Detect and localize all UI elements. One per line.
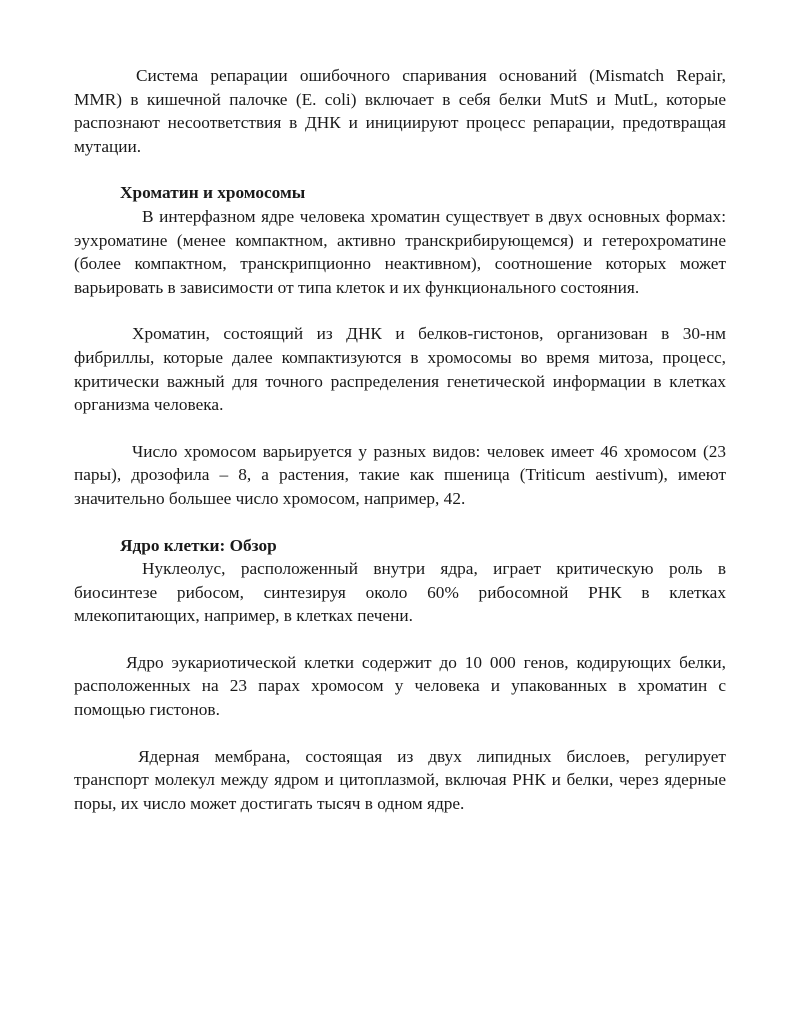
- paragraph-mismatch-repair: Система репарации ошибочного спаривания оснований (Mismatch Repair, MMR) в кишечной палочке (E. coli) включает в себя белки MutS и MutL, которые распознают несоответствия в ДНК и инициируют процесс репарации, предотвращая мутации.: [74, 66, 726, 156]
- paragraph-chromosome-number: Число хромосом варьируется у разных видов: человек имеет 46 хромосом (23 пары), дрозофила – 8, а растения, такие как пшеница (Triticum aestivum), имеют значительно большее число хромосом, например, 42.: [74, 441, 726, 508]
- paragraph-nuclear-membrane: Ядерная мембрана, состоящая из двух липидных бислоев, регулирует транспорт молекул между ядром и цитоплазмой, включая РНК и белки, через ядерные поры, их число может достигать тысяч в одном ядре.: [74, 746, 726, 813]
- document-page: [74, 64, 726, 815]
- paragraph-interphase-chromatin: В интерфазном ядре человека хроматин существует в двух основных формах: эухроматине (менее компактном, активно транскрибирующемся) и гетерохроматине (более компактном, транскрипционно неактивном), соотношение которых может варьировать в зависимости от типа клеток и их функционального состояния.: [74, 206, 726, 297]
- section-heading-chromatin: Хроматин и хромосомы: [120, 183, 306, 203]
- paragraph-eukaryotic-nucleus: Ядро эукариотической клетки содержит до 10 000 генов, кодирующих белки, расположенных на 23 парах хромосом у человека и упакованных в хроматин с помощью гистонов.: [74, 652, 726, 720]
- section-heading-nucleus: Ядро клетки: Обзор: [120, 535, 277, 555]
- paragraph-nucleolus: Нуклеолус, расположенный внутри ядра, играет критическую роль в биосинтезе рибосом, синтезируя около 60% рибосомной РНК в клетках млекопитающих, например, в клетках печени.: [74, 559, 726, 626]
- paragraph-chromatin-fibrils: Хроматин, состоящий из ДНК и белков-гистонов, организован в 30-нм фибриллы, которые далее компактизуются в хромосомы во время митоза, процесс, критически важный для точного распределения генетической информации в клетках организма человека.: [74, 324, 726, 415]
